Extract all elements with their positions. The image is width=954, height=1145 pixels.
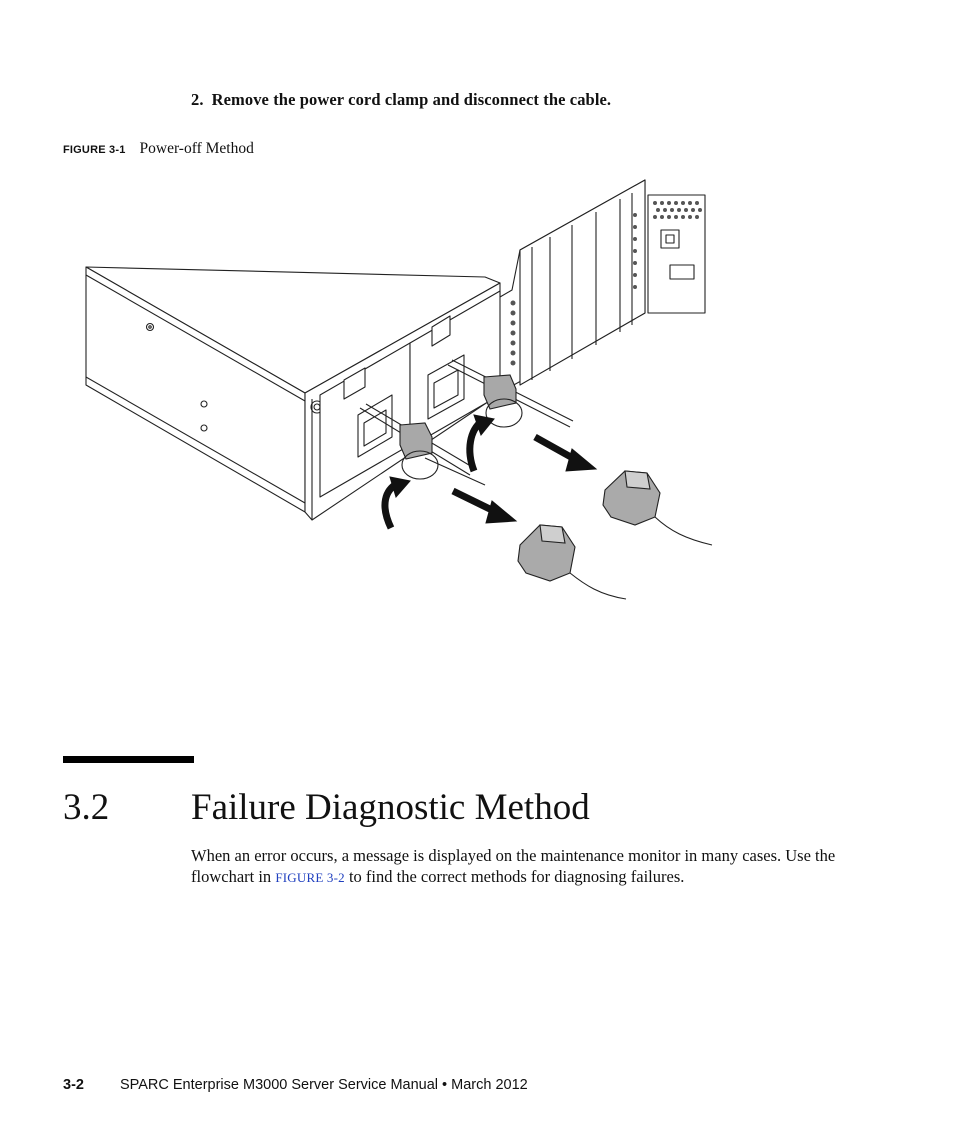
body-paragraph: [191, 846, 851, 888]
section-number: 3.2: [63, 787, 110, 828]
figure-label: FIGURE 3-1: [63, 144, 126, 156]
footer-text: SPARC Enterprise M3000 Server Service Manual • March 2012: [119, 1077, 528, 1093]
io-panel: [648, 195, 705, 313]
figure-cross-reference-link[interactable]: FIGURE 3-2: [275, 869, 345, 885]
body-text-start: When an error occurs, a message is displayed on the maintenance monitor in many cases. Use the flowchart in: [191, 846, 836, 886]
server-rear-drawing: [80, 175, 720, 605]
section-title: Failure Diagnostic Method: [191, 787, 590, 828]
pci-slot-bay: [520, 180, 645, 385]
cord-clamp-left: [400, 423, 432, 459]
step-text: Remove the power cord clamp and disconnect the cable.: [211, 90, 612, 109]
cord-clamp-right: [484, 375, 516, 409]
page-footer: [63, 1077, 528, 1093]
figure-caption: [63, 140, 254, 158]
body-text-end: to find the correct methods for diagnosing failures.: [344, 866, 685, 886]
section-rule: [63, 756, 194, 763]
figure-title: Power-off Method: [139, 140, 254, 157]
power-off-illustration: [80, 175, 720, 605]
page-number: 3-2: [63, 1077, 84, 1093]
step-number: 2.: [191, 90, 204, 109]
procedure-step: [191, 90, 611, 110]
